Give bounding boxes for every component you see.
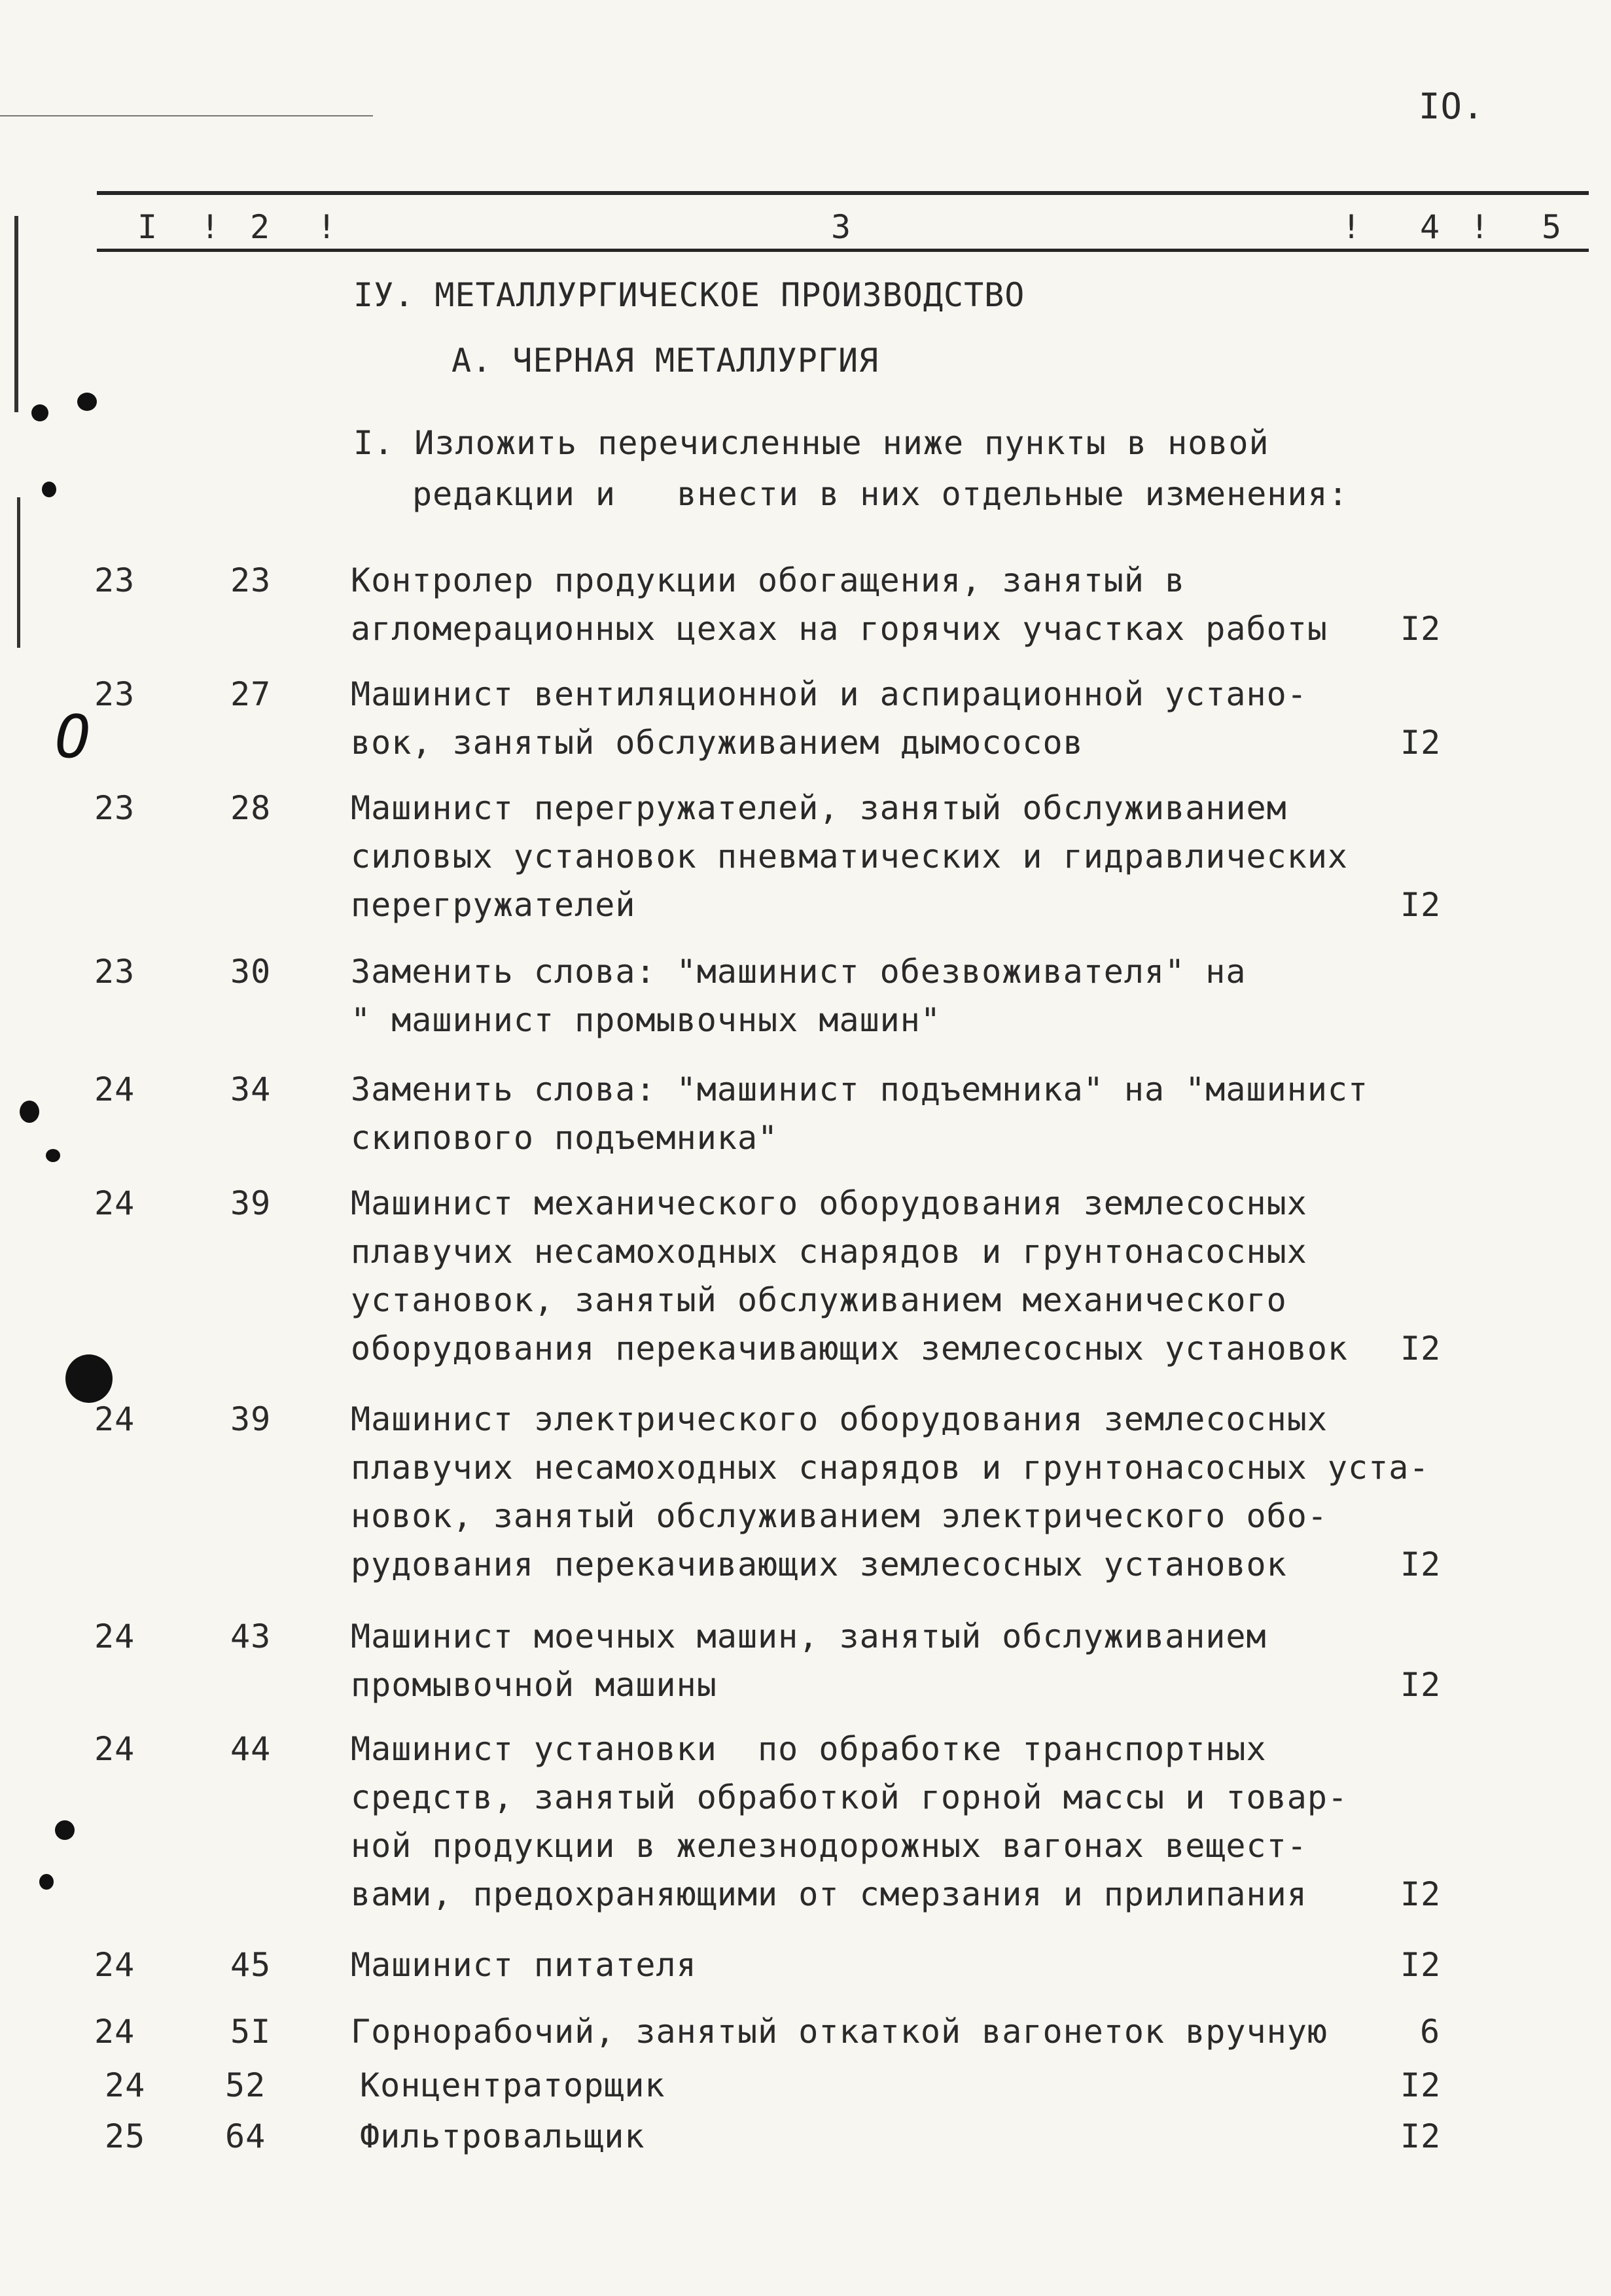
scan-top-line — [0, 115, 373, 116]
row-text-line: Машинист питателя — [351, 1946, 697, 1984]
row-text-line: Машинист электрического оборудования землесосных — [351, 1400, 1328, 1438]
row-text-line: Заменить слова: "машинист подъемника" на "машинист — [351, 1070, 1369, 1108]
row-col2-number: 39 — [230, 1184, 272, 1222]
row-col2-number: 39 — [230, 1400, 272, 1438]
column-header-2: 2 — [250, 208, 271, 246]
ink-blot — [65, 1354, 113, 1403]
row-col1-number: 24 — [94, 1617, 135, 1655]
row-text-line: вок, занятый обслуживанием дымососов — [351, 724, 1084, 762]
column-header-1: I — [137, 208, 158, 246]
ink-blot — [46, 1149, 60, 1162]
row-col1-number: 23 — [94, 675, 135, 713]
ink-blot — [77, 393, 97, 411]
row-text-line: Машинист перегружателей, занятый обслуживанием — [351, 789, 1287, 827]
column-separator: ! — [317, 208, 338, 246]
row-col1-number: 25 — [105, 2117, 146, 2155]
instruction-line: I. Изложить перечисленные ниже пункты в новой — [353, 424, 1269, 462]
subsection-title: А. ЧЕРНАЯ МЕТАЛЛУРГИЯ — [451, 342, 879, 380]
row-text-line: рудования перекачивающих землесосных установок — [351, 1545, 1287, 1583]
row-col1-number: 23 — [94, 561, 135, 599]
row-col2-number: 34 — [230, 1070, 272, 1108]
row-col2-number: 30 — [230, 953, 272, 991]
row-col4-value: I2 — [1400, 886, 1442, 924]
row-text-line: ной продукции в железнодорожных вагонах вещест- — [351, 1827, 1307, 1865]
row-col1-number: 23 — [94, 789, 135, 827]
row-col1-number: 24 — [105, 2066, 146, 2104]
row-text-line: плавучих несамоходных снарядов и грунтонасосных — [351, 1233, 1307, 1271]
row-col1-number: 24 — [94, 1184, 135, 1222]
row-col1-number: 24 — [94, 1400, 135, 1438]
row-col1-number: 24 — [94, 2013, 135, 2051]
row-text-line: Фильтровальщик — [360, 2117, 645, 2155]
column-header-5: 5 — [1542, 208, 1563, 246]
ink-blot — [55, 1820, 75, 1840]
instruction-line: редакции и внести в них отдельные изменения: — [412, 475, 1349, 513]
row-col4-value: I2 — [1400, 1666, 1442, 1704]
row-col2-number: 27 — [230, 675, 272, 713]
row-col1-number: 24 — [94, 1730, 135, 1768]
scan-edge-mark — [17, 497, 20, 648]
row-text-line: Контролер продукции обогащения, занятый в — [351, 561, 1186, 599]
ink-blot — [31, 404, 48, 421]
column-separator: ! — [200, 208, 221, 246]
ink-blot — [39, 1874, 54, 1890]
row-col2-number: 43 — [230, 1617, 272, 1655]
row-col4-value: I2 — [1400, 724, 1442, 762]
row-text-line: перегружателей — [351, 886, 636, 924]
row-col2-number: 44 — [230, 1730, 272, 1768]
column-separator: ! — [1341, 208, 1362, 246]
row-text-line: Заменить слова: "машинист обезвоживателя" на — [351, 953, 1247, 991]
row-text-line: Горнорабочий, занятый откаткой вагонеток вручную — [351, 2013, 1328, 2051]
ink-blot — [20, 1101, 39, 1123]
row-text-line: плавучих несамоходных снарядов и грунтонасосных уста- — [351, 1449, 1430, 1487]
row-col4-value: I2 — [1400, 1545, 1442, 1583]
row-col1-number: 24 — [94, 1070, 135, 1108]
row-col4-value: I2 — [1400, 2066, 1442, 2104]
row-text-line: " машинист промывочных машин" — [351, 1001, 941, 1039]
row-text-line: средств, занятый обработкой горной массы и товар- — [351, 1778, 1349, 1816]
row-text-line: установок, занятый обслуживанием механического — [351, 1281, 1287, 1319]
row-text-line: Концентраторщик — [360, 2066, 665, 2104]
row-col4-value: 6 — [1420, 2013, 1441, 2051]
scan-edge-mark — [14, 216, 18, 412]
row-col2-number: 23 — [230, 561, 272, 599]
row-text-line: Машинист установки по обработке транспортных — [351, 1730, 1267, 1768]
column-header-4: 4 — [1420, 208, 1441, 246]
row-col2-number: 64 — [225, 2117, 266, 2155]
section-title: IУ. МЕТАЛЛУРГИЧЕСКОЕ ПРОИЗВОДСТВО — [353, 276, 1025, 314]
row-text-line: скипового подъемника" — [351, 1119, 779, 1157]
row-text-line: агломерационных цехах на горячих участках работы — [351, 610, 1328, 648]
header-top-rule — [97, 191, 1589, 195]
row-col4-value: I2 — [1400, 1875, 1442, 1913]
column-separator: ! — [1470, 208, 1491, 246]
row-text-line: оборудования перекачивающих землесосных установок — [351, 1330, 1349, 1368]
row-col2-number: 52 — [225, 2066, 266, 2104]
row-text-line: вами, предохраняющими от смерзания и прилипания — [351, 1875, 1307, 1913]
row-text-line: Машинист вентиляционной и аспирационной устано- — [351, 675, 1307, 713]
page-number: IO. — [1419, 86, 1485, 127]
margin-mark: O — [55, 703, 92, 771]
row-col1-number: 23 — [94, 953, 135, 991]
ink-blot — [42, 482, 56, 497]
row-col4-value: I2 — [1400, 2117, 1442, 2155]
row-text-line: Машинист моечных машин, занятый обслуживанием — [351, 1617, 1267, 1655]
row-text-line: новок, занятый обслуживанием электрического обо- — [351, 1497, 1328, 1535]
row-col2-number: 5I — [230, 2013, 272, 2051]
column-header-3: 3 — [831, 208, 852, 246]
row-col4-value: I2 — [1400, 1946, 1442, 1984]
row-col4-value: I2 — [1400, 1330, 1442, 1368]
row-col4-value: I2 — [1400, 610, 1442, 648]
row-text-line: Машинист механического оборудования землесосных — [351, 1184, 1307, 1222]
row-col2-number: 28 — [230, 789, 272, 827]
row-col1-number: 24 — [94, 1946, 135, 1984]
row-col2-number: 45 — [230, 1946, 272, 1984]
row-text-line: промывочной машины — [351, 1666, 717, 1704]
row-text-line: силовых установок пневматических и гидравлических — [351, 838, 1349, 875]
